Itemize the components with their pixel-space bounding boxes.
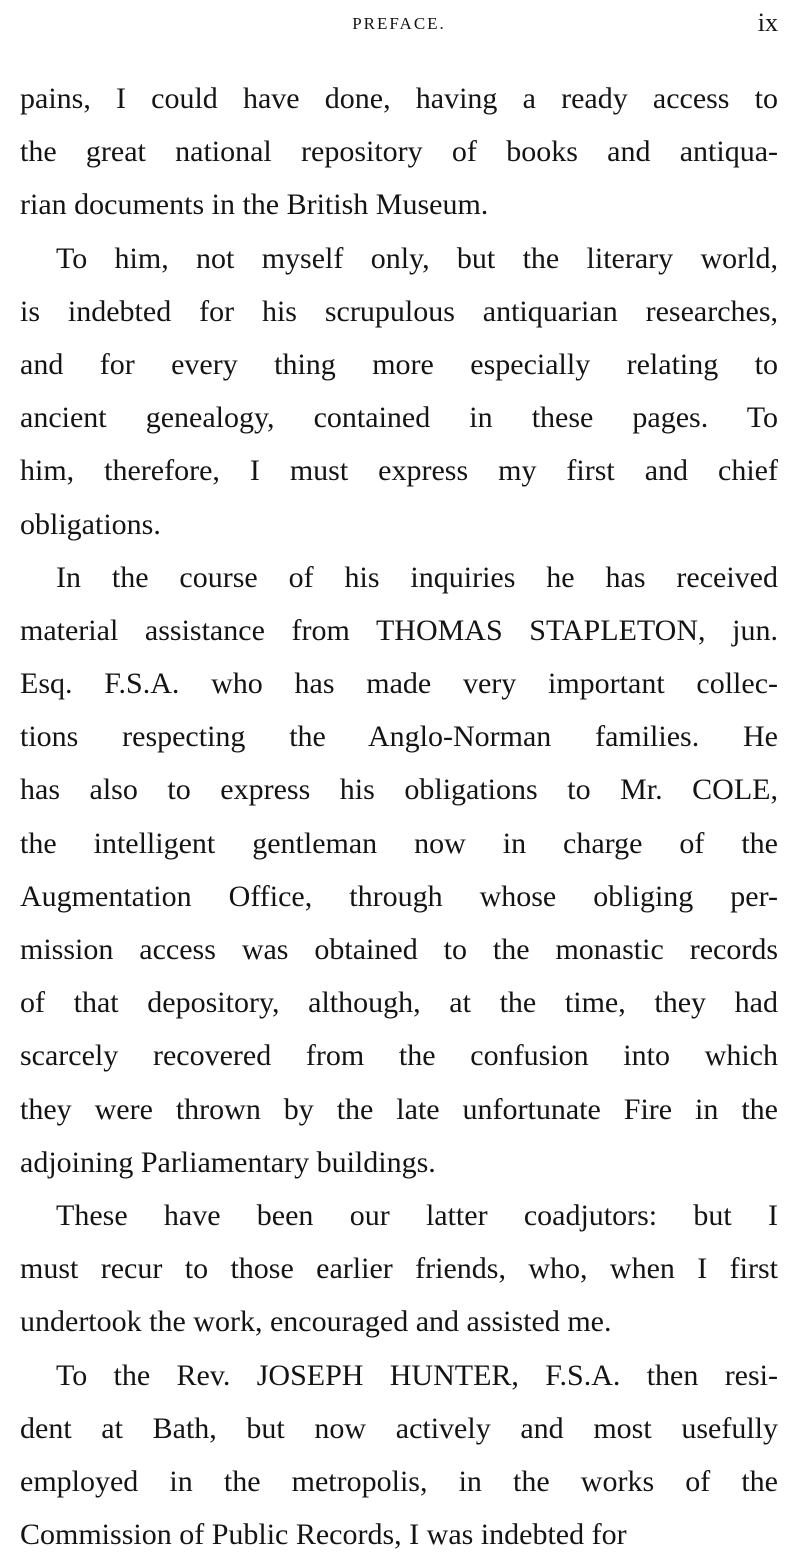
text-line: material assistance from THOMAS STAPLETON, jun. — [20, 604, 778, 657]
paragraph — [20, 72, 778, 232]
running-title: PREFACE. — [20, 14, 778, 34]
text-line: In the course of his inquiries he has received — [20, 551, 778, 604]
text-line: To the Rev. JOSEPH HUNTER, F.S.A. then resi- — [20, 1349, 778, 1402]
text-line: the intelligent gentleman now in charge of the — [20, 817, 778, 870]
text-line: him, therefore, I must express my first and chief — [20, 444, 778, 497]
text-line: the great national repository of books and antiqua- — [20, 125, 778, 178]
text-line: mission access was obtained to the monastic records — [20, 923, 778, 976]
text-line: and for every thing more especially relating to — [20, 338, 778, 391]
text-line: ancient genealogy, contained in these pages. To — [20, 391, 778, 444]
paragraph — [20, 232, 778, 551]
text-line: of that depository, although, at the time, they had — [20, 976, 778, 1029]
text-line: they were thrown by the late unfortunate Fire in the — [20, 1083, 778, 1136]
text-line: Esq. F.S.A. who has made very important collec- — [20, 657, 778, 710]
text-line: obligations. — [20, 498, 778, 551]
text-line: rian documents in the British Museum. — [20, 178, 778, 231]
text-line: employed in the metropolis, in the works of the — [20, 1455, 778, 1508]
text-line: tions respecting the Anglo-Norman families. He — [20, 710, 778, 763]
body-text — [20, 72, 778, 1561]
running-head — [20, 10, 778, 46]
text-line: Commission of Public Records, I was indebted for — [20, 1508, 778, 1561]
text-line: These have been our latter coadjutors: but I — [20, 1189, 778, 1242]
text-line: undertook the work, encouraged and assisted me. — [20, 1295, 778, 1348]
paragraph — [20, 1189, 778, 1349]
text-line: To him, not myself only, but the literary world, — [20, 232, 778, 285]
text-line: adjoining Parliamentary buildings. — [20, 1136, 778, 1189]
text-line: pains, I could have done, having a ready access to — [20, 72, 778, 125]
paragraph — [20, 1349, 778, 1561]
paragraph — [20, 551, 778, 1189]
text-line: dent at Bath, but now actively and most usefully — [20, 1402, 778, 1455]
text-line: is indebted for his scrupulous antiquarian researches, — [20, 285, 778, 338]
text-line: Augmentation Office, through whose obliging per- — [20, 870, 778, 923]
page-number: ix — [758, 8, 778, 38]
text-line: scarcely recovered from the confusion into which — [20, 1029, 778, 1082]
text-line: must recur to those earlier friends, who, when I first — [20, 1242, 778, 1295]
text-line: has also to express his obligations to Mr. COLE, — [20, 763, 778, 816]
